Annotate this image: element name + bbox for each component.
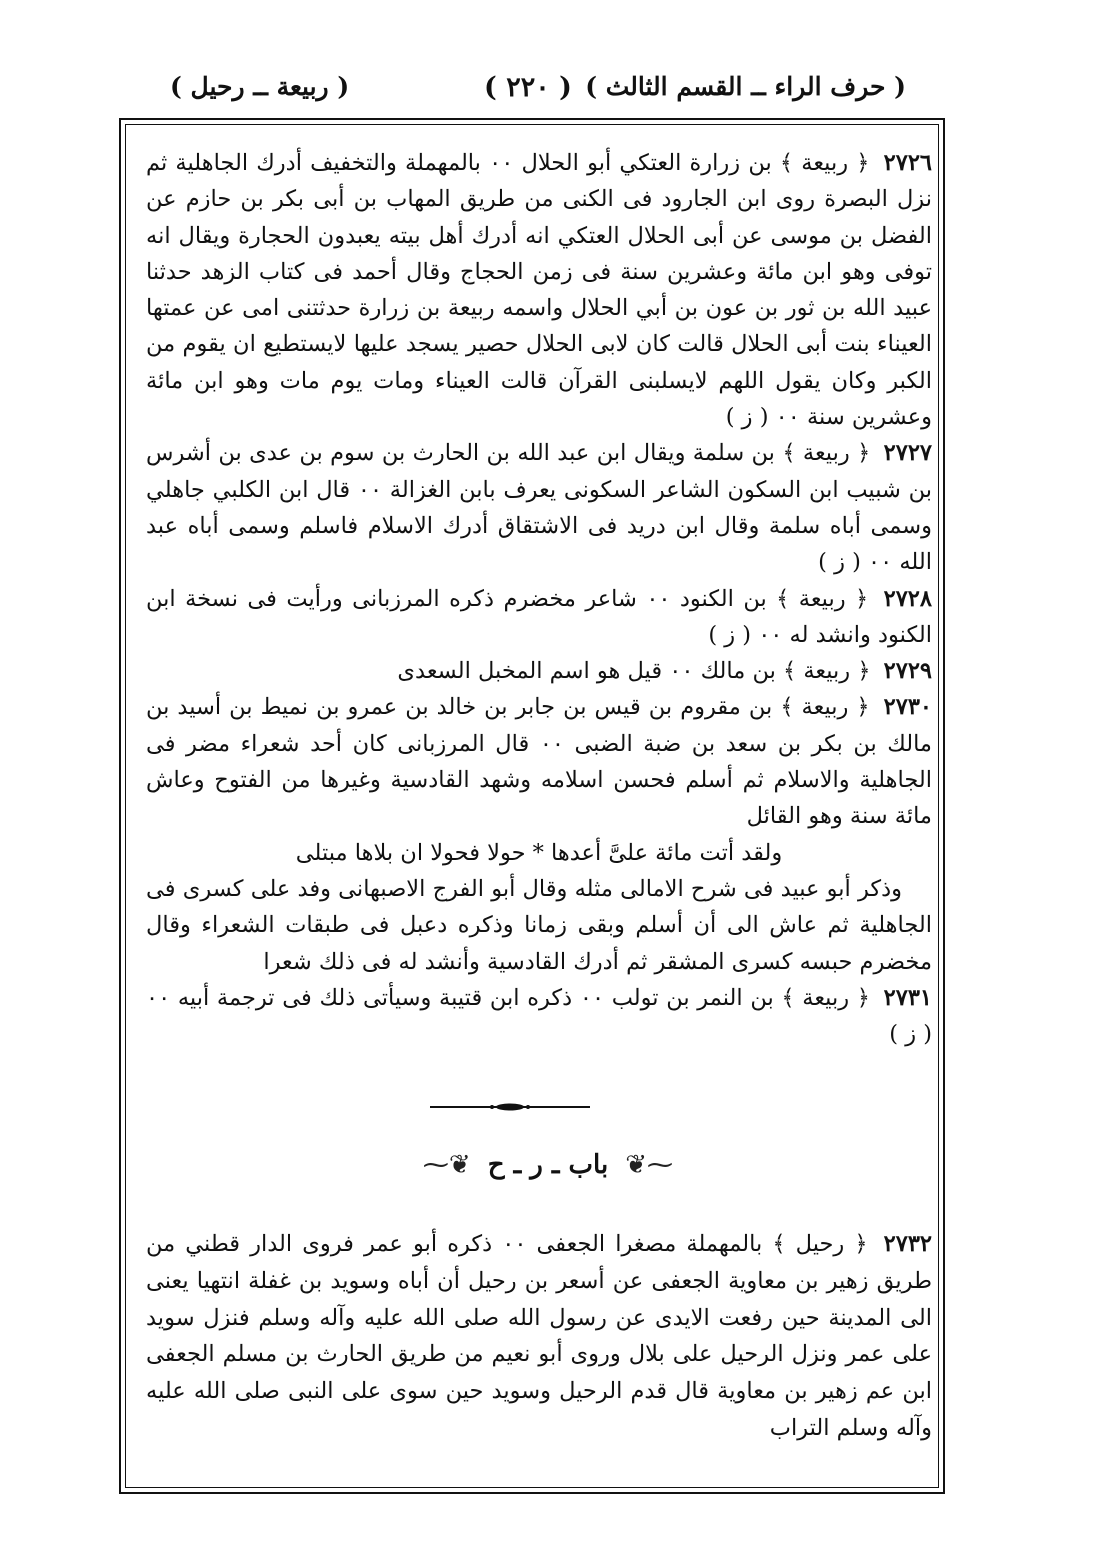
entry-number: ٢٧٢٧: [883, 440, 932, 467]
entry-number: ٢٧٢٨: [883, 585, 932, 612]
entry: [146, 1226, 932, 1447]
entry: [146, 689, 932, 834]
entry: [146, 653, 932, 689]
poem-verse: ولقد أتت مائة علىَّ أعدها * حولا فحولا ان بلاها مبتلى: [295, 839, 783, 866]
entry-text: ﴿ ربيعة ﴾ بن زرارة العتكي أبو الحلال ٠٠ بالمهملة والتخفيف أدرك الجاهلية ثم نزل البصرة روى ابن الجارود فى الكنى من طريق المهاب بن أبى بكر بن حازم عن الفضل بن موسى عن أبى الحلال العتكي انه أدرك أهل بيته يعبدون الحجارة ويقال انه توفى وهو ابن مائة وعشرين سنة فى زمن الحجاج وقال أحمد فى كتاب الزهد حدثنا عبيد الله بن ثور بن عون بن أبي الحلال واسمه ربيعة بن زرارة حدثتنى امى عن عمتها العيناء بنت أبى الحلال قالت كان لابى الحلال حصير يسجد عليها لايستطيع ان يقوم من الكبر وكان يقول اللهم لايسلبنى القرآن قالت العيناء ومات يوم مات وهو ابن مائة وعشرين سنة ٠٠ ( ز ): [146, 150, 932, 431]
entry: [146, 581, 932, 654]
paragraph: وذكر أبو عبيد فى شرح الامالى مثله وقال أبو الفرج الاصبهانى وفد على كسرى فى الجاهلية ثم عاش الى أن أسلم وبقى زمانا وذكره دعبل فى طبقات الشعراء وقال مخضرم حبسه كسرى المشقر ثم أدرك القادسية وأنشد له فى ذلك شعرا: [146, 875, 932, 975]
entry-number: ٢٧٢٦: [883, 150, 933, 176]
main-text: [146, 145, 932, 1052]
ornament-divider: [430, 1103, 590, 1111]
page-number: ( ٢٢٠ ): [484, 72, 572, 103]
entry: [146, 435, 932, 580]
entry: [146, 145, 932, 435]
entry-text: ﴿ ربيعة ﴾ بن سلمة ويقال ابن عبد الله بن الحارث بن سوم بن عدى بن أشرس بن شبيب ابن السكون الشاعر السكونى يعرف بابن الغزالة ٠٠ قال ابن الكلبي جاهلي وسمى أباه سلمة وقال ابن دريد فى الاشتقاق أدرك الاسلام فاسلم وسمى أباه عبد الله ٠٠ ( ز ): [146, 440, 932, 576]
chapter-text: [146, 1226, 932, 1447]
entry-number: ٢٧٢٩: [883, 658, 932, 685]
entry-number: ٢٧٣١: [883, 984, 932, 1011]
entry-text: ﴿ ربيعة ﴾ بن الكنود ٠٠ شاعر مخضرم ذكره المرزبانى ورأيت فى نسخة ابن الكنود وانشد له ٠٠ ( ز ): [146, 585, 932, 648]
page-header: [150, 72, 906, 114]
flourish-icon: ❦⁓: [422, 1150, 471, 1180]
entry: [146, 980, 932, 1053]
entry-number: ٢٧٣٠: [883, 694, 932, 721]
entry-text: ﴿ ربيعة ﴾ بن مالك ٠٠ قيل هو اسم المخبل السعدى: [397, 658, 871, 685]
chapter-title-text: باب ـ ر ـ ح: [487, 1150, 609, 1180]
entry-text: ﴿ ربيعة ﴾ بن مقروم بن قيس بن جابر بن خالد بن عمرو بن نميط بن أسيد بن مالك بن بكر بن سعد بن ضبة الضبى ٠٠ قال المرزبانى كان أحد شعراء مضر فى الجاهلية والاسلام ثم أسلم فحسن اسلامه وشهد القادسية وغيرها من الفتوح وعاش مائة سنة وهو القائل: [146, 694, 932, 830]
flourish-icon: ⁓❦: [625, 1150, 674, 1180]
running-head: ( ربيعة ــ رحيل ): [170, 72, 350, 101]
chapter-heading: [0, 1150, 1096, 1180]
entry-text: ﴿ ربيعة ﴾ بن النمر بن تولب ٠٠ ذكره ابن قتيبة وسيأتى ذلك فى ترجمة أبيه ٠٠ ( ز ): [146, 984, 932, 1048]
section-title: ( حرف الراء ــ القسم الثالث ): [585, 72, 906, 101]
entry-number: ٢٧٣٢: [883, 1231, 932, 1257]
entry-text: ﴿ رحيل ﴾ بالمهملة مصغرا الجعفى ٠٠ ذكره أبو عمر فروى الدار قطني من طريق زهير بن معاوية الجعفى عن أسعر بن رحيل أن أباه وسويد بن غفلة انتهيا يعنى الى المدينة حين رفعت الايدى عن رسول الله صلى الله عليه وآله وسلم فنزل سويد على عمر ونزل الرحيل على بلال وروى أبو نعيم من طريق الحارث بن مسلم الجعفى ابن عم زهير بن معاوية قال قدم الرحيل وسويد حين سوى على النبى صلى الله عليه وآله وسلم التراب: [146, 1231, 932, 1441]
